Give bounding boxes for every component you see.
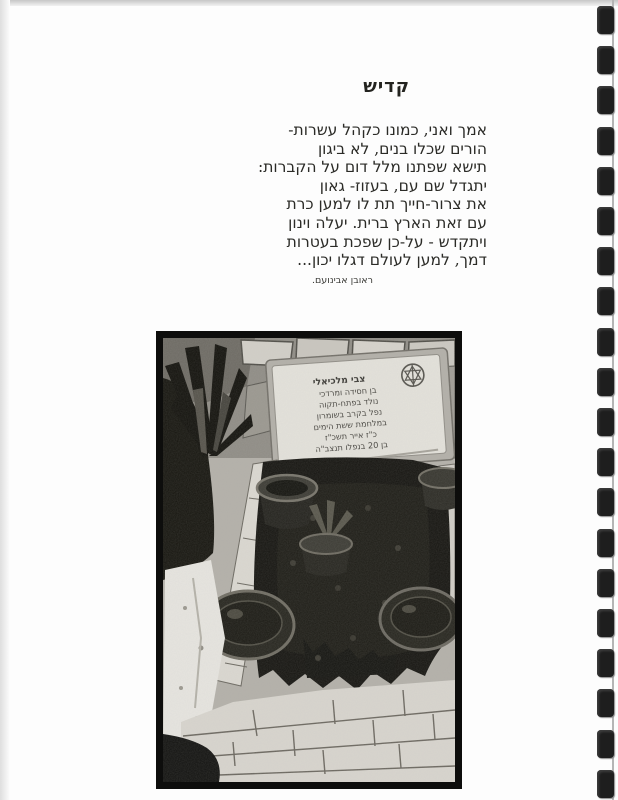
poem-line: דמך, למען לעולם דגלו יכון...	[297, 251, 487, 270]
photo-grain	[163, 338, 455, 782]
poem-line: אמך ואני, כמונו כקהל עשרות-	[288, 121, 487, 139]
binding-spine-line	[612, 0, 614, 800]
page-title: קדיש	[363, 76, 410, 97]
poem-block	[258, 121, 487, 270]
poem-line: תישא שפתנו מלל דום על הקברות:	[257, 158, 487, 177]
poem-line: הורים שכלו בנים, לא ביגון	[317, 139, 487, 158]
scan-edge-top	[0, 0, 618, 6]
grave-photo-art	[163, 338, 455, 782]
poem-line: עם זאת הארץ ברית. יעלה וינון	[288, 213, 487, 232]
poem-line: ויתקדש - על-כן שפכת בעטרות	[286, 232, 487, 251]
scan-edge-left	[0, 0, 10, 800]
poem-line: את צרור-חייך תת לו למען כרת	[286, 195, 487, 214]
grave-photo	[156, 331, 462, 789]
poem-attribution: ראובן אבינועם.	[311, 275, 373, 286]
poem-line: יתגדל שם עם, בעזוז- גאון	[319, 176, 487, 195]
